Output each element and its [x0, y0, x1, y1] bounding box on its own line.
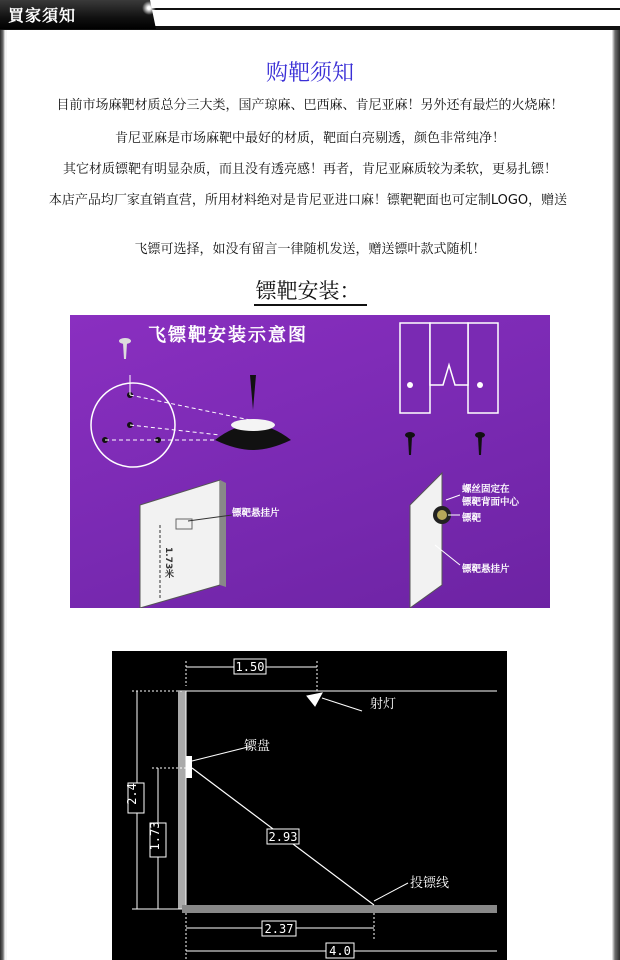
notice-paragraph-5: 飞镖可选择，如没有留言一律随机发送，赠送镖叶款式随机！: [134, 242, 486, 257]
notice-paragraph-3: 其它材质镖靶有明显杂质，而且没有透亮感！再者，肯尼亚麻质较为柔软，更易扎镖！: [62, 162, 557, 177]
header-bar: [0, 0, 620, 30]
dim-floor: 4.0: [329, 944, 351, 958]
dim-board-height: 1.73: [148, 821, 162, 851]
dim-throw: 2.37: [264, 922, 294, 936]
install-heading: [0, 275, 620, 305]
hanger-bracket-icon: [215, 375, 291, 450]
label-hanger: 镖靶悬挂片: [232, 508, 280, 519]
sparkle-icon: [142, 1, 156, 15]
label-dartboard: 镖盘: [244, 739, 271, 754]
label-light: 射灯: [370, 697, 397, 712]
dimension-diagram: [112, 651, 507, 960]
notice-paragraph-4: 本店产品均厂家直销直营，所用材料绝对是肯尼亚进口麻！镖靶靶面也可定制LOGO，赠送: [48, 193, 568, 208]
notice-title: 购靶须知: [265, 61, 354, 86]
header-rule-top: [150, 8, 620, 10]
install-illustration: [70, 315, 550, 608]
label-hanger-2: 镖靶悬挂片: [462, 564, 510, 575]
dim-diagonal: 2.93: [268, 830, 298, 844]
install-heading-text: 镖靶安装：: [254, 279, 367, 306]
wall: [178, 691, 186, 909]
illustration-title: 飞镖靶安装示意图: [148, 325, 308, 346]
screw-icons: [405, 432, 485, 455]
label-height: 1.73米: [163, 547, 173, 579]
dim-total-height: 2.4: [125, 783, 139, 805]
screw-icon: [119, 338, 131, 359]
label-screw-2: 镖靶背面中心: [462, 497, 520, 508]
label-throw-line: 投镖线: [410, 876, 450, 891]
label-board: 镖靶: [462, 513, 482, 524]
notice-paragraph-1: 目前市场麻靶材质总分三大类，国产琼麻、巴西麻、肯尼亚麻！另外还有最烂的火烧麻！: [56, 98, 564, 113]
notice-paragraph-2: 肯尼亚麻是市场麻靶中最好的材质，靶面白亮剔透，颜色非常纯净！: [114, 131, 505, 146]
floor: [182, 905, 497, 913]
header-title: 買家須知: [8, 6, 77, 25]
label-screw-1: 螺丝固定在: [462, 484, 510, 495]
dimension-graphics: [112, 651, 507, 960]
dim-top: 1.50: [235, 660, 265, 674]
